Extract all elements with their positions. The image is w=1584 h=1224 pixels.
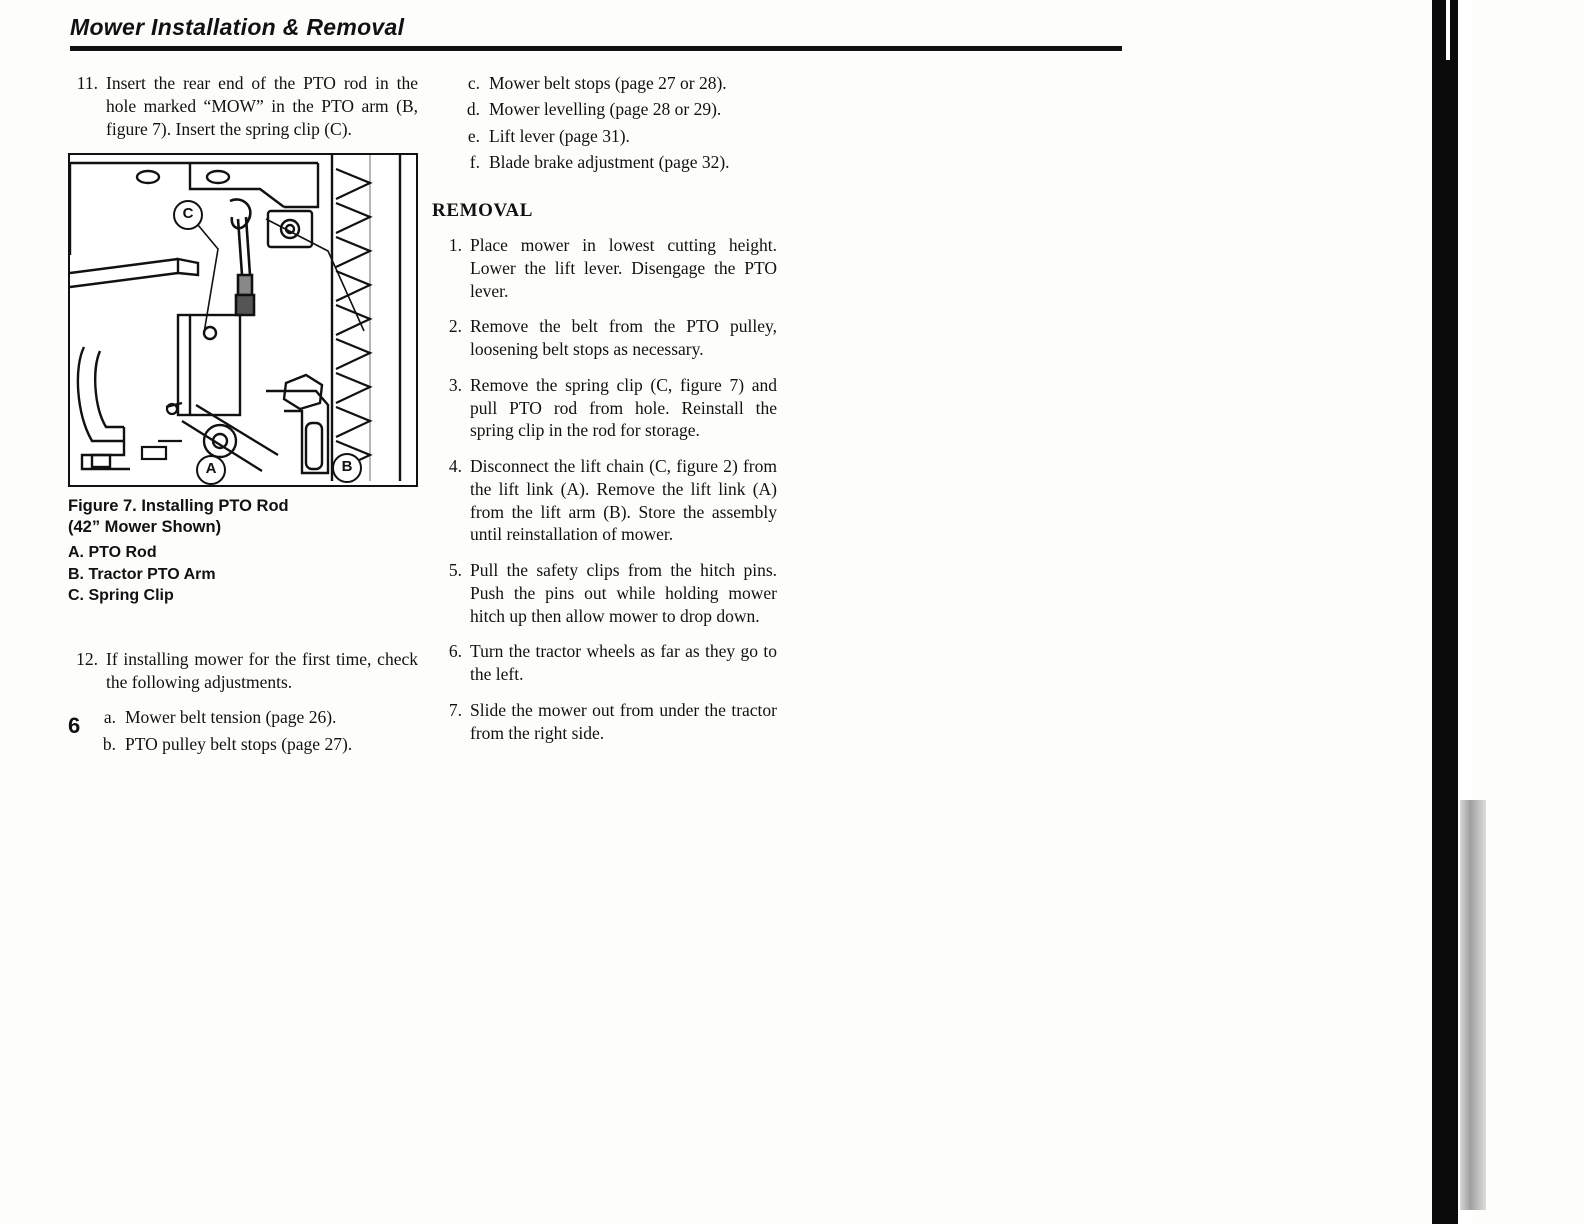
list-item (450, 151, 777, 174)
list-item-number: a. (103, 707, 116, 728)
list-item (432, 699, 777, 745)
list-item-number: 7. (448, 699, 462, 720)
list-item (432, 315, 777, 361)
list-item-text: Place mower in lowest cutting height. Lower the lift lever. Disengage the PTO lever. (470, 235, 777, 301)
list-item (68, 648, 418, 694)
figure-marker-a: A (196, 455, 226, 485)
list-item-text: Mower belt stops (page 27 or 28). (489, 73, 727, 93)
legend-item-a: A. PTO Rod (68, 544, 157, 562)
list-item-number: c. (467, 73, 480, 93)
list-item-number: 1. (448, 235, 462, 256)
list-item-text: Pull the safety clips from the hitch pins. Push the pins out while holding mower hitch up then allow mower to drop down. (470, 560, 777, 626)
book-gutter-dark (1432, 0, 1458, 1224)
list-item (432, 559, 777, 627)
list-item-text: Disconnect the lift chain (C, figure 2) from the lift link (A). Remove the lift link (A) from the lift arm (B). Store the assembly until reinstallation of mower. (470, 456, 777, 545)
list-item-text: Remove the belt from the PTO pulley, loosening belt stops as necessary. (470, 316, 777, 360)
figure-caption (68, 496, 418, 538)
list-item-text: If installing mower for the first time, check the following adjustments. (106, 648, 418, 692)
list-item (450, 72, 777, 95)
left-column (68, 72, 418, 759)
list-item-number: 12. (76, 648, 98, 669)
list-item (450, 98, 777, 121)
list-item-number: 4. (448, 456, 462, 477)
figure-caption-line1: Figure 7. Installing PTO Rod (68, 497, 289, 516)
list-item (68, 72, 418, 140)
list-item-number: f. (469, 151, 480, 172)
figure-legend (68, 542, 418, 605)
list-item-number: 3. (448, 374, 462, 395)
list-item-number: 5. (448, 560, 462, 581)
list-item-number: 11. (76, 73, 98, 93)
adjustments-sub-list-continued (450, 72, 777, 174)
list-item (432, 640, 777, 686)
right-column (432, 72, 777, 757)
list-item (432, 374, 777, 442)
pto-rod-assembly-drawing (70, 155, 412, 481)
list-item (432, 455, 777, 546)
list-item-number: 2. (448, 316, 462, 337)
page-title: Mower Installation & Removal (70, 14, 405, 40)
list-item-text: Remove the spring clip (C, figure 7) and pull PTO rod from hole. Reinstall the spring clip in the rod for storage. (470, 374, 777, 441)
figure-marker-c: C (173, 200, 203, 230)
list-item-number: e. (467, 125, 480, 146)
legend-item-b: B. Tractor PTO Arm (68, 565, 216, 583)
list-item-text: Insert the rear end of the PTO rod in the hole marked “MOW” in the PTO arm (B, figure 7). Insert the spring clip (C). (106, 73, 418, 139)
list-item (450, 125, 777, 148)
list-item-text: PTO pulley belt stops (page 27). (125, 733, 353, 754)
adjustments-sub-list (86, 706, 418, 756)
list-item-text: Mower levelling (page 28 or 29). (489, 99, 722, 120)
figure-caption-line2: (42” Mower Shown) (68, 518, 222, 537)
section-heading-removal: REMOVAL (432, 200, 533, 222)
list-item-number: 6. (448, 641, 462, 662)
book-gutter-shadow (1460, 800, 1486, 1210)
figure-7-illustration (68, 153, 418, 487)
list-item-number: d. (466, 99, 480, 120)
page-number: 6 (68, 713, 81, 738)
list-item-text: Lift lever (page 31). (489, 125, 630, 146)
list-item-text: Mower belt tension (page 26). (125, 707, 337, 728)
list-item (432, 234, 777, 302)
legend-item-c: C. Spring Clip (68, 586, 174, 604)
list-item (86, 706, 418, 729)
page-header (70, 14, 1120, 41)
list-item-text: Turn the tractor wheels as far as they go to the left. (470, 641, 777, 685)
list-item (86, 733, 418, 756)
list-item-text: Slide the mower out from under the tractor from the right side. (470, 699, 777, 743)
list-item-number: b. (102, 733, 116, 754)
figure-marker-b: B (332, 453, 362, 483)
header-divider (70, 46, 1122, 51)
list-item-text: Blade brake adjustment (page 32). (489, 151, 730, 172)
